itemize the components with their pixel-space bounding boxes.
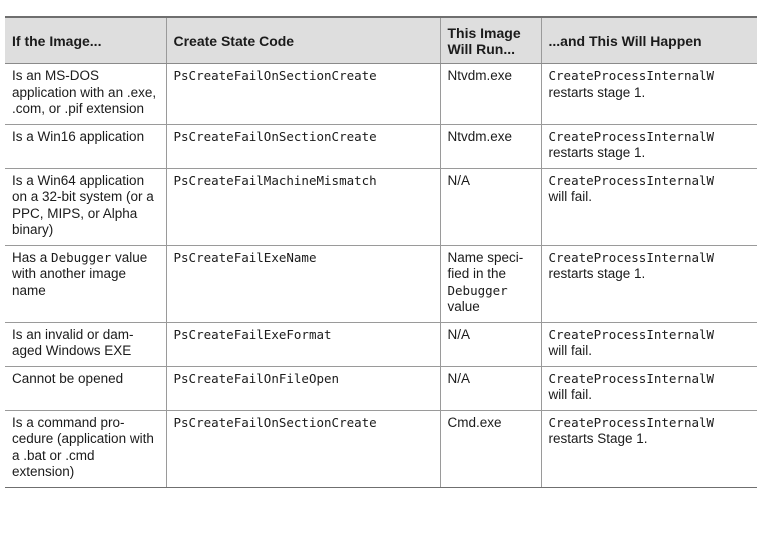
image-cell: [5, 245, 166, 322]
debugger-term: Debugger: [51, 249, 112, 265]
result-text: restarts stage 1.: [548, 145, 646, 160]
code-cell: PsCreateFailExeName: [166, 245, 440, 322]
runs-cell: Ntvdm.exe: [440, 64, 541, 125]
runs-cell: N/A: [440, 322, 541, 366]
image-cell: Is a command pro-cedure (application with a .bat or .cmd extension): [5, 410, 166, 487]
image-text-pre: Has a: [12, 249, 48, 265]
header-image-runs: This Image Will Run...: [440, 17, 541, 64]
result-cell: [541, 168, 757, 245]
result-text: will fail.: [548, 189, 593, 204]
result-cell: [541, 64, 757, 125]
function-name: CreateProcessInternalW: [548, 68, 715, 83]
runs-cell: Cmd.exe: [440, 410, 541, 487]
result-text: restarts Stage 1.: [548, 431, 648, 446]
code-cell: PsCreateFailOnSectionCreate: [166, 410, 440, 487]
code-cell: PsCreateFailMachineMismatch: [166, 168, 440, 245]
code-cell: PsCreateFailExeFormat: [166, 322, 440, 366]
header-create-state-code: Create State Code: [166, 17, 440, 64]
runs-cell: N/A: [440, 168, 541, 245]
table-row: [5, 322, 757, 366]
code-cell: PsCreateFailOnFileOpen: [166, 366, 440, 410]
runs-text-pre: Name speci-fied in the: [447, 249, 524, 281]
debugger-term: Debugger: [447, 282, 508, 298]
result-cell: [541, 245, 757, 322]
function-name: CreateProcessInternalW: [548, 128, 715, 144]
image-cell: Is an invalid or dam-aged Windows EXE: [5, 322, 166, 366]
table-row: [5, 124, 757, 168]
image-cell: Cannot be opened: [5, 366, 166, 410]
function-name: CreateProcessInternalW: [548, 172, 715, 188]
result-cell: [541, 124, 757, 168]
result-text: restarts stage 1.: [548, 266, 646, 281]
runs-cell: N/A: [440, 366, 541, 410]
table-row: [5, 410, 757, 487]
table-row: [5, 168, 757, 245]
function-name: CreateProcessInternalW: [548, 249, 715, 265]
table-row: [5, 366, 757, 410]
image-cell: Is an MS-DOS application with an .exe, .com, or .pif extension: [5, 64, 166, 125]
header-row: [5, 17, 757, 64]
header-image: If the Image...: [5, 17, 166, 64]
runs-cell: Ntvdm.exe: [440, 124, 541, 168]
function-name: CreateProcessInternalW: [548, 414, 715, 430]
result-cell: [541, 410, 757, 487]
function-name: CreateProcessInternalW: [548, 370, 715, 386]
header-result: ...and This Will Happen: [541, 17, 757, 64]
table-row: [5, 245, 757, 322]
code-cell: PsCreateFailOnSectionCreate: [166, 64, 440, 125]
runs-cell: [440, 245, 541, 322]
result-cell: [541, 322, 757, 366]
result-text: restarts stage 1.: [548, 84, 646, 100]
image-text-post: value with another image name: [12, 249, 148, 298]
image-cell: Is a Win16 application: [5, 124, 166, 168]
image-handling-table: [5, 16, 757, 488]
runs-text-post: value: [447, 299, 480, 314]
code-cell: PsCreateFailOnSectionCreate: [166, 124, 440, 168]
table-row: [5, 64, 757, 125]
result-text: will fail.: [548, 343, 593, 358]
function-name: CreateProcessInternalW: [548, 326, 715, 342]
image-cell: Is a Win64 application on a 32-bit system (or a PPC, MIPS, or Alpha binary): [5, 168, 166, 245]
result-cell: [541, 366, 757, 410]
result-text: will fail.: [548, 387, 593, 402]
